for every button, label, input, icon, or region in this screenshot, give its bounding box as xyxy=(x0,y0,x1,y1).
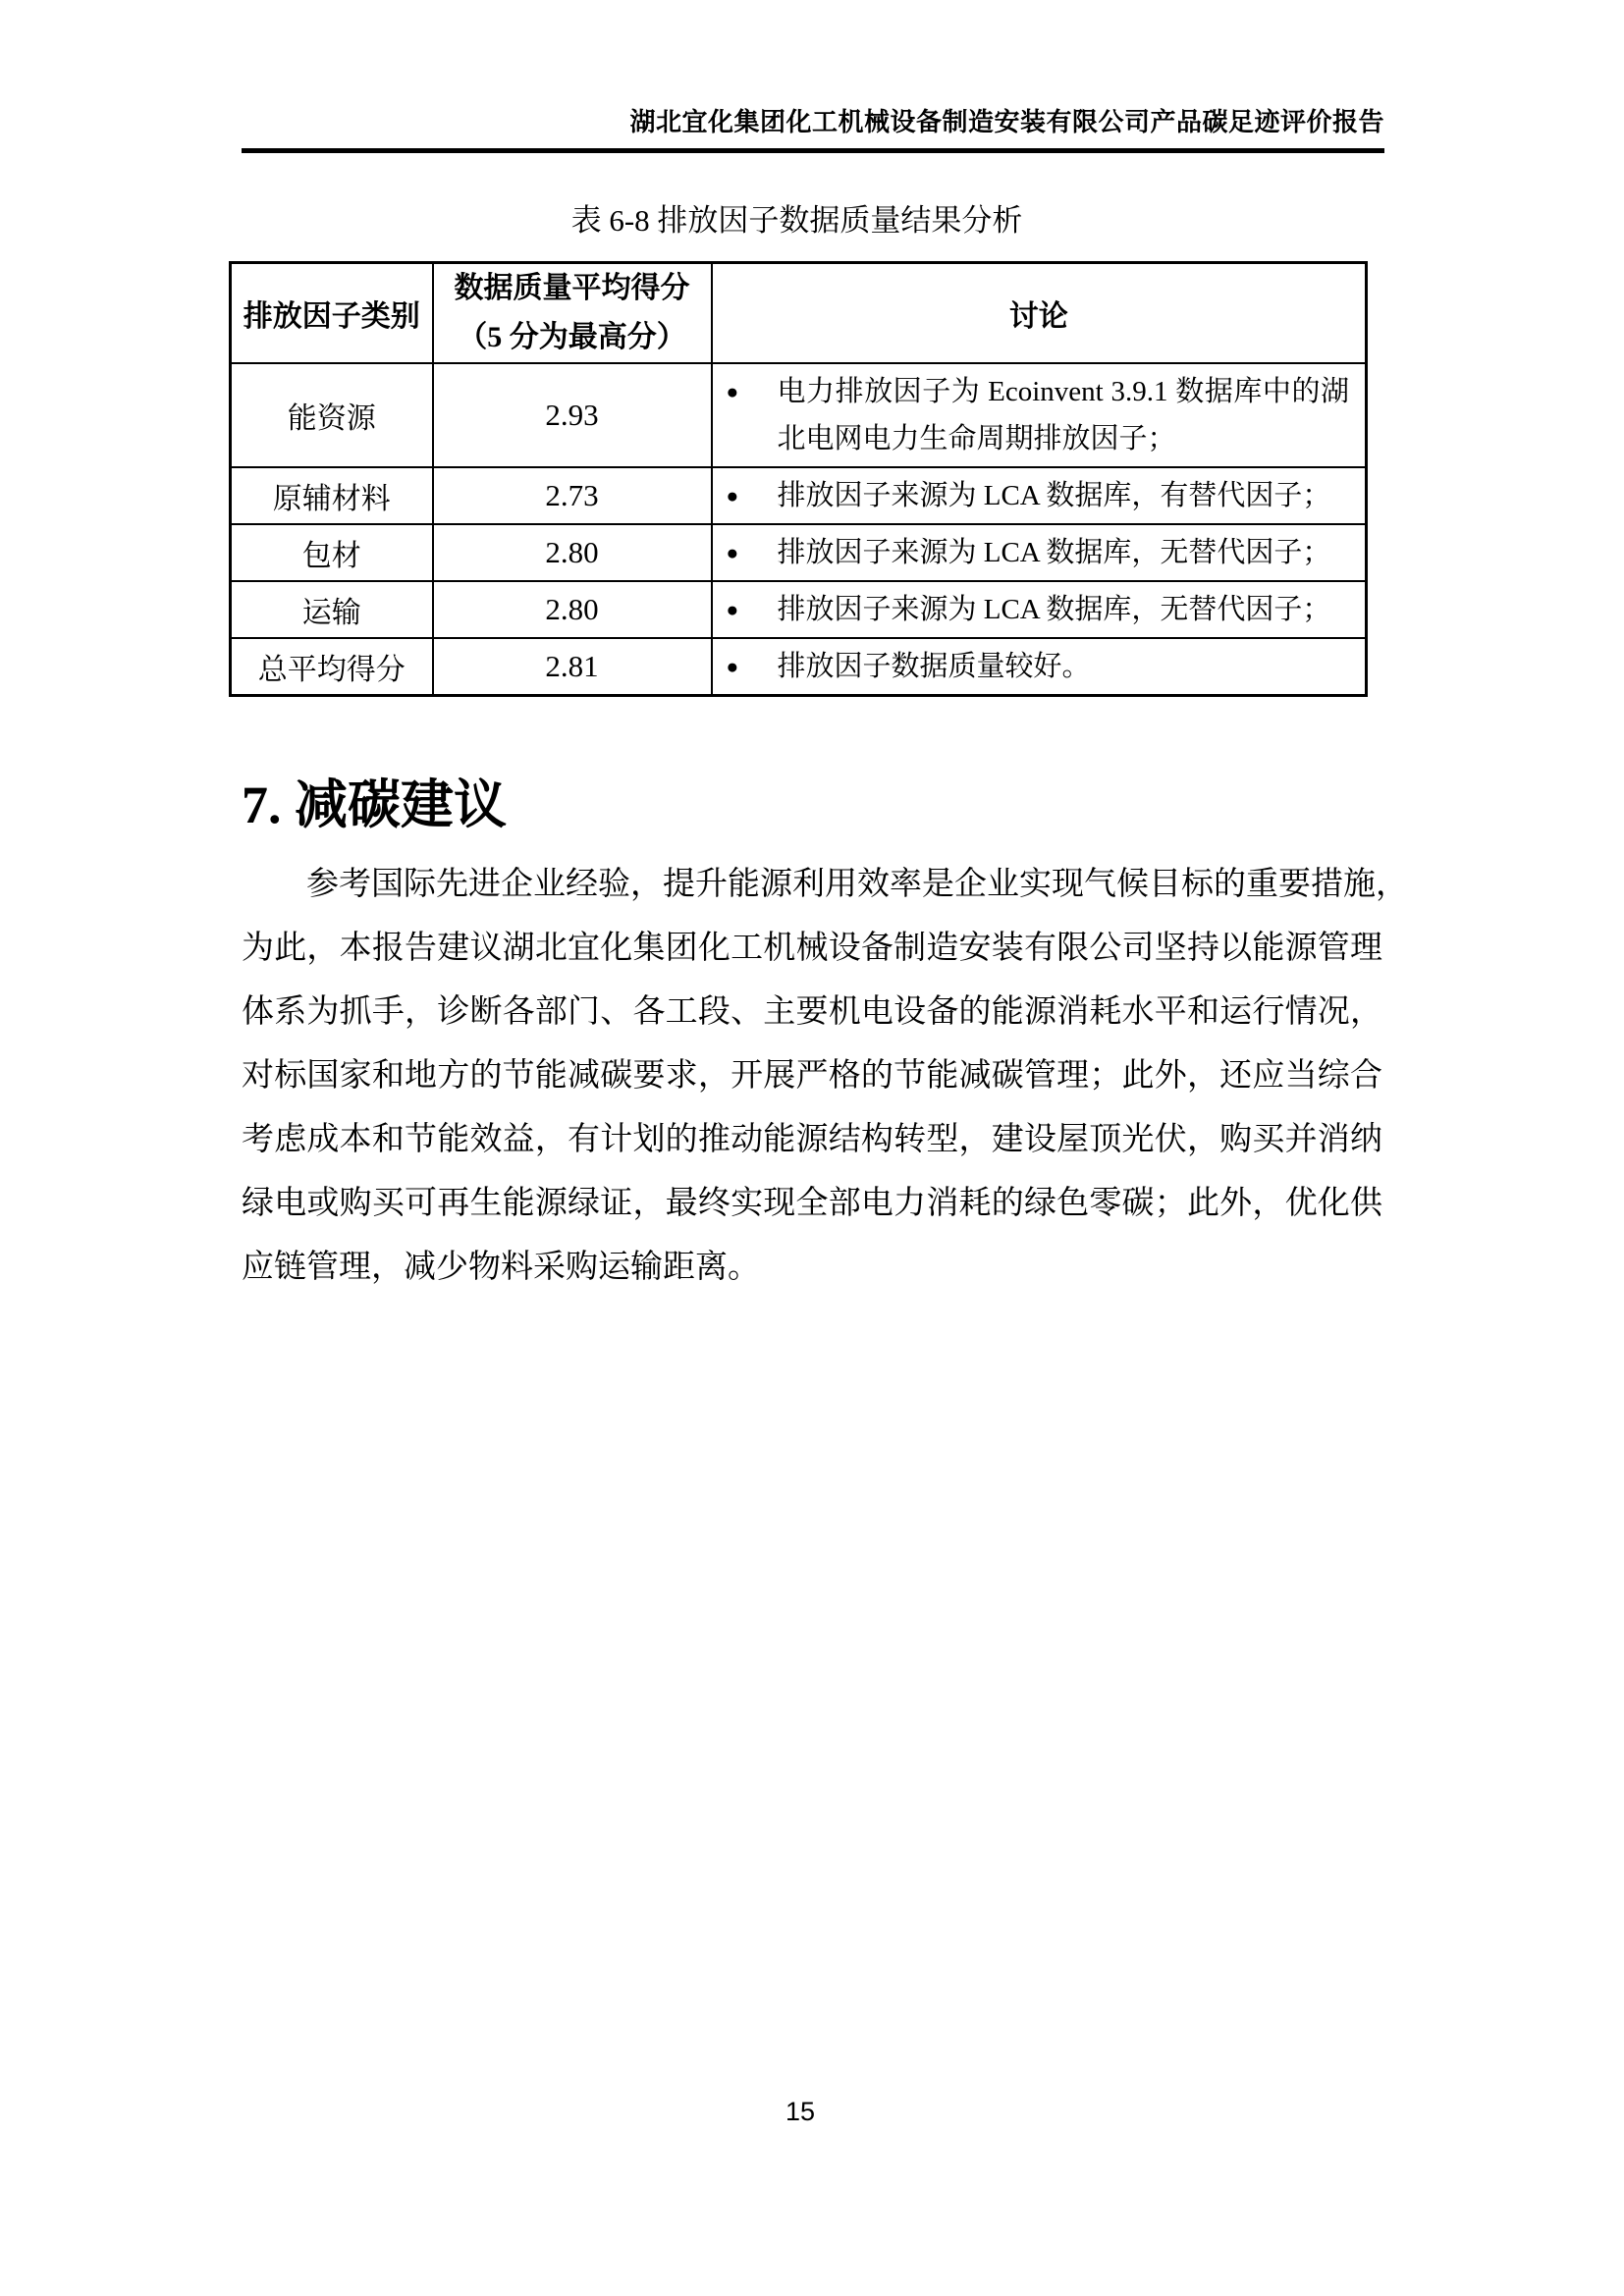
cell-score: 2.80 xyxy=(433,581,712,638)
cell-category: 能资源 xyxy=(231,363,433,467)
running-header-title: 湖北宜化集团化工机械设备制造安装有限公司产品碳足迹评价报告 xyxy=(242,108,1384,153)
page-number: 15 xyxy=(785,2097,816,2126)
table-row xyxy=(231,363,1367,467)
cell-score: 2.80 xyxy=(433,524,712,581)
data-quality-table xyxy=(229,261,1368,697)
cell-category: 原辅材料 xyxy=(231,467,433,524)
cell-discussion xyxy=(712,638,1367,696)
bullet-icon: ● xyxy=(726,541,739,564)
cell-category: 运输 xyxy=(231,581,433,638)
cell-discussion xyxy=(712,363,1367,467)
table-row xyxy=(231,638,1367,696)
bullet-icon: ● xyxy=(726,655,739,678)
cell-score: 2.93 xyxy=(433,363,712,467)
paragraph-line: 参考国际先进企业经验，提升能源利用效率是企业实现气候目标的重要措施， xyxy=(306,867,1408,902)
col-header-factor-category: 排放因子类别 xyxy=(231,263,433,364)
discussion-text: 排放因子来源为 LCA 数据库，无替代因子； xyxy=(777,594,1331,625)
paragraph-line: 体系为抓手，诊断各部门、各工段、主要机电设备的能源消耗水平和运行情况， xyxy=(242,994,1382,1030)
bullet-icon: ● xyxy=(726,598,739,621)
cell-score: 2.81 xyxy=(433,638,712,696)
cell-discussion xyxy=(712,467,1367,524)
discussion-text: 排放因子来源为 LCA 数据库，无替代因子； xyxy=(777,537,1331,568)
bullet-icon: ● xyxy=(726,484,739,507)
cell-category: 包材 xyxy=(231,524,433,581)
paragraph-line: 考虑成本和节能效益，有计划的推动能源结构转型，建设屋顶光伏，购买并消纳 xyxy=(242,1122,1382,1157)
cell-discussion xyxy=(712,581,1367,638)
table-row xyxy=(231,467,1367,524)
table-row xyxy=(231,524,1367,581)
bullet-icon: ● xyxy=(726,380,739,403)
cell-discussion xyxy=(712,524,1367,581)
discussion-text: 排放因子来源为 LCA 数据库，有替代因子； xyxy=(777,480,1331,511)
discussion-text: 排放因子数据质量较好。 xyxy=(777,651,1091,682)
col-header-discussion: 讨论 xyxy=(712,263,1367,364)
paragraph-line: 对标国家和地方的节能减碳要求，开展严格的节能减碳管理；此外，还应当综合 xyxy=(242,1058,1382,1094)
paragraph-line: 应链管理，减少物料采购运输距离。 xyxy=(242,1250,760,1285)
paragraph-line: 绿电或购买可再生能源绿证，最终实现全部电力消耗的绿色零碳；此外，优化供 xyxy=(242,1186,1382,1221)
col-header-avg-score: 数据质量平均得分 （5 分为最高分） xyxy=(433,263,712,364)
cell-score: 2.73 xyxy=(433,467,712,524)
table-row xyxy=(231,581,1367,638)
section-heading: 7. 减碳建议 xyxy=(242,775,507,834)
table-header-row xyxy=(231,263,1367,364)
table-caption: 表 6-8 排放因子数据质量结果分析 xyxy=(570,203,1023,238)
paragraph-line: 为此，本报告建议湖北宜化集团化工机械设备制造安装有限公司坚持以能源管理 xyxy=(242,931,1382,966)
cell-category: 总平均得分 xyxy=(231,638,433,696)
discussion-text: 电力排放因子为 Ecoinvent 3.9.1 数据库中的湖北电网电力生命周期排放因子； xyxy=(777,376,1349,454)
body-paragraph xyxy=(242,853,1408,1300)
